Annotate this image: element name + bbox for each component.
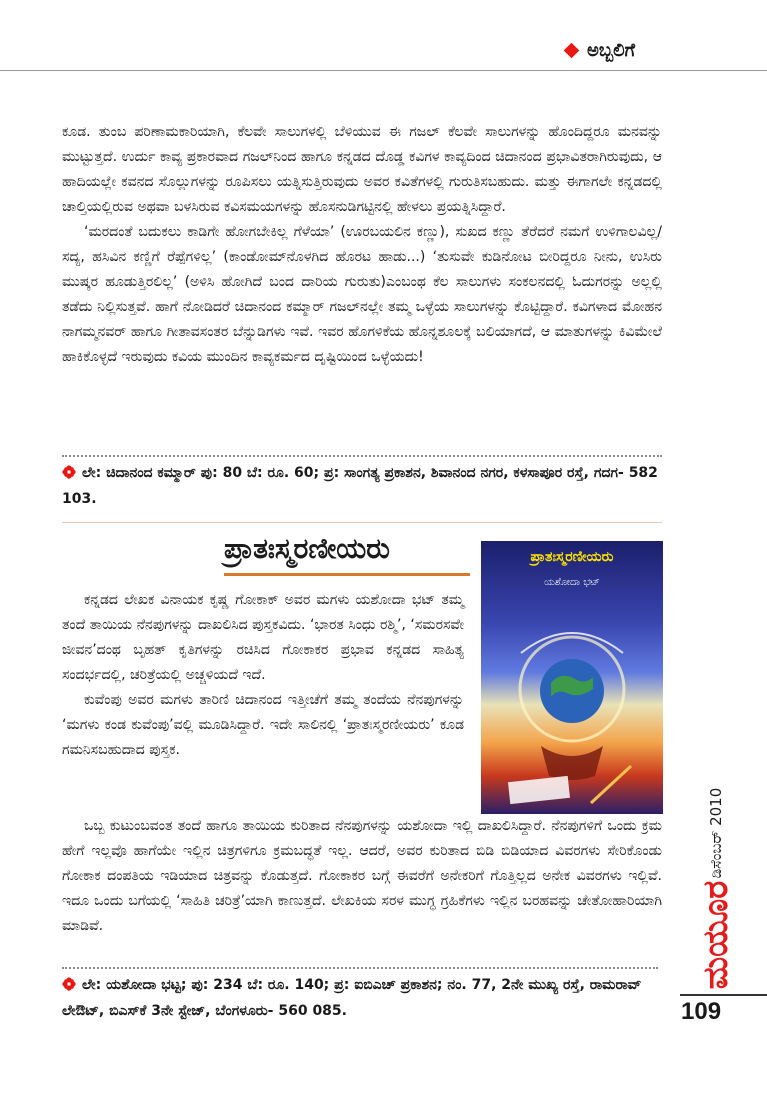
- review1-paragraph: ‘ಮರದಂತೆ ಬದುಕಲು ಕಾಡಿಗೇ ಹೋಗಬೇಕಿಲ್ಲ ಗೆಳೆಯಾ’ (ಊರಬಯಲಿನ ಕಣ್ಣು), ಸುಖದ ಕಣ್ಣು ತೆರೆದರೆ ನಮಗೆ ಉಳಿಗಾಲವಿಲ್ಲ/ ಸದ್ಯ, ಹಸಿವಿನ ಕಣ್ಣಿಗೆ ರೆಪ್ಪೆಗಳಿಲ್ಲ’ (ಕಾಂಡೋಮ್‌ನೊಳಗಿದ ಹೊರಟ ಹಾಡು...) ‘ತುಸುವೇ ಕುಡಿನೋಟ ಬೀರಿದ್ದರೂ ನೀನು, ಉಸಿರು ಮುಷ್ಕರ ಹೂಡುತ್ತಿರಲಿಲ್ಲ’ (ಅಳಿಸಿ ಹೋಗಿದೆ ಬಂದ ದಾರಿಯ ಗುರುತು)ಎಂಬಂಥ ಕೆಲ ಸಾಲುಗಳು ಸಂಕಲನದಲ್ಲಿ ಓದುಗರನ್ನು ಅಲ್ಲಲ್ಲಿ ತಡೆದು ನಿಲ್ಲಿಸುತ್ತವೆ. ಹಾಗೆ ನೋಡಿದರೆ ಚಿದಾನಂದ ಕಮ್ಮಾರ್ ಗಜಲ್‌ನಲ್ಲೇ ತಮ್ಮ ಒಳ್ಳೆಯ ಸಾಲುಗಳನ್ನು ಕೊಟ್ಟಿದ್ದಾರೆ. ಕವಿಗಳಾದ ಮೋಹನ ನಾಗಮ್ಮನವರ್ ಹಾಗೂ ಗೀತಾವಸಂತರ ಬೆನ್ನುಡಿಗಳು ಇವೆ. ಇವರ ಹೊಗಳಿಕೆಯ ಹೊನ್ನಶೂಲಕ್ಕೆ ಬಲಿಯಾಗದೆ, ಆ ಮಾತುಗಳನ್ನು ಕಿವಿಮೇಲೆ ಹಾಕಿಕೊಳ್ಳದೆ ಇರುವುದು ಕವಿಯ ಮುಂದಿನ ಕಾವ್ಯಕರ್ಮದ ದೃಷ್ಟಿಯಿಂದ ಒಳ್ಳೆಯದು!: [62, 224, 662, 365]
- review2-title-block: [224, 532, 472, 574]
- header-rule: [0, 70, 767, 71]
- cover-title: ಪ್ರಾತಃಸ್ಮರಣೀಯರು: [530, 549, 614, 565]
- review1-book-info: [62, 460, 662, 512]
- dotted-divider: [62, 967, 658, 969]
- issue-month-text: ಡಿಸೆಂಬರ್ 2010: [707, 787, 725, 879]
- red-diamond-icon: [564, 42, 580, 58]
- book-cover-image: [481, 541, 663, 814]
- dotted-divider: [62, 455, 662, 457]
- section-separator: [62, 522, 662, 523]
- review2-paragraph: ಕನ್ನಡದ ಲೇಖಕ ವಿನಾಯಕ ಕೃಷ್ಣ ಗೋಕಾಕ್ ಅವರ ಮಗಳು ಯಶೋದಾ ಭಟ್ ತಮ್ಮ ತಂದೆ ತಾಯಿಯ ನೆನಪುಗಳನ್ನು ದಾಖಲಿಸಿದ ಪುಸ್ತಕವಿದು. ‘ಭಾರತ ಸಿಂಧು ರಶ್ಮಿ’, ‘ಸಮರಸವೇ ಜೀವನ’ದಂಥ ಬೃಹತ್ ಕೃತಿಗಳನ್ನು ರಚಿಸಿದ ಗೋಕಾಕರ ಪ್ರಭಾವ ಕನ್ನಡದ ಸಾಹಿತ್ಯ ಸಂದರ್ಭದಲ್ಲಿ, ಚರಿತ್ರೆಯಲ್ಲಿ ಅಚ್ಚಳಿಯದೆ ಇದೆ.: [62, 592, 464, 683]
- issue-month: [706, 778, 726, 888]
- section-title: ಅಬ್ಬಲಿಗೆ: [587, 39, 636, 61]
- review1-paragraph: ಕೂಡ. ತುಂಬ ಪರಿಣಾಮಕಾರಿಯಾಗಿ, ಕೆಲವೇ ಸಾಲುಗಳಲ್ಲಿ ಬೆಳಿಯುವ ಈ ಗಜಲ್ ಕೆಲವೇ ಸಾಲುಗಳನ್ನು ಹೊಂದಿದ್ದರೂ ಮನವನ್ನು ಮುಟ್ಟುತ್ತದೆ. ಉರ್ದು ಕಾವ್ಯ ಪ್ರಕಾರವಾದ ಗಜಲ್‌ನಿಂದ ಹಾಗೂ ಕನ್ನಡದ ದೊಡ್ಡ ಕವಿಗಳ ಕಾವ್ಯದಿಂದ ಚಿದಾನಂದ ಪ್ರಭಾವಿತರಾಗಿರುವುದು, ಆ ಹಾದಿಯಲ್ಲೇ ಕವನದ ಸೊಲ್ಲುಗಳನ್ನು ರೂಪಿಸಲು ಯತ್ನಿಸುತ್ತಿರುವುದು ಅವರ ಕವಿತೆಗಳಲ್ಲಿ ಗುರುತಿಸಬಹುದು. ಮತ್ತು ಈಗಾಗಲೇ ಕನ್ನಡದಲ್ಲಿ ಚಾಲ್ತಿಯಲ್ಲಿರುವ ಅಥವಾ ಬಳಸಿರುವ ಕವಿಸಮಯಗಳನ್ನು ಹೊಸನುಡಿಗಟ್ಟಿನಲ್ಲಿ ಹೇಳಲು ಪ್ರಯತ್ನಿಸಿದ್ದಾರೆ.: [62, 124, 662, 215]
- review2-paragraph: ಒಬ್ಬ ಕುಟುಂಬವಂತ ತಂದೆ ಹಾಗೂ ತಾಯಿಯ ಕುರಿತಾದ ನೆನಪುಗಳನ್ನು ಯಶೋದಾ ಇಲ್ಲಿ ದಾಖಲಿಸಿದ್ದಾರೆ. ನೆನಪುಗಳಿಗೆ ಒಂದು ಕ್ರಮ ಹೇಗೆ ಇಲ್ಲವೊ ಹಾಗೆಯೇ ಇಲ್ಲಿನ ಚಿತ್ರಗಳಿಗೂ ಕ್ರಮಬದ್ಧತೆ ಇಲ್ಲ. ಆದರೆ, ಅವರ ಕುರಿತಾದ ಬಿಡಿ ಬಿಡಿಯಾದ ವಿವರಗಳು ಸೇರಿಕೊಂಡು ಗೋಕಾಕ ದಂಪತಿಯ ಇಡಿಯಾದ ಚಿತ್ರವನ್ನು ಕೊಡುತ್ತದೆ. ಗೋಕಾಕರ ಬಗ್ಗೆ ಈವರೆಗೆ ಅನೇಕರಿಗೆ ಗೊತ್ತಿಲ್ಲದ ಅನೇಕ ವಿವರಗಳು ಇಲ್ಲಿವೆ. ಇದೂ ಒಂದು ಬಗೆಯಲ್ಲಿ ‘ಸಾಹಿತಿ ಚರಿತ್ರೆ’ಯಾಗಿ ಕಾಣುತ್ತದೆ. ಲೇಖಕಿಯ ಸರಳ ಮುಗ್ಧ ಗ್ರಹಿಕೆಗಳು ಇಲ್ಲಿನ ಬರಹವನ್ನು ಚೇತೋಹಾರಿಯಾಗಿ ಮಾಡಿವೆ.: [62, 818, 662, 934]
- review2-paragraph: ಕುವೆಂಪು ಅವರ ಮಗಳು ತಾರಿಣಿ ಚಿದಾನಂದ ಇತ್ತೀಚೆಗೆ ತಮ್ಮ ತಂದೆಯ ನೆನಪುಗಳನ್ನು ‘ಮಗಳು ಕಂಡ ಕುವೆಂಪು’ವಲ್ಲಿ ಮೂಡಿಸಿದ್ದಾರೆ. ಇದೇ ಸಾಲಿನಲ್ಲಿ ‘ಪ್ರಾತಃಸ್ಮರಣೀಯರು’ ಕೂಡ ಗಮನಿಸಬಹುದಾದ ಪುಸ್ತಕ.: [62, 692, 464, 758]
- review1-body: [62, 120, 662, 370]
- flower-icon: [62, 465, 76, 479]
- page-number-rule: [680, 994, 767, 996]
- cover-author: ಯಶೋದಾ ಭಟ್: [544, 577, 600, 588]
- review2-title: ಪ್ರಾತಃಸ್ಮರಣೀಯರು: [224, 532, 390, 565]
- page-number: 109: [681, 998, 722, 1025]
- review2-book-info: [62, 972, 658, 1024]
- review2-body-wide: [62, 814, 662, 939]
- cover-art-icon: [481, 541, 663, 814]
- magazine-name-text: ಮಯೂರ: [696, 880, 736, 990]
- review2-body-narrow: [62, 588, 464, 763]
- title-underline: [224, 573, 470, 576]
- magazine-name: [687, 880, 745, 990]
- book-info-text: ಲೇ: ಚಿದಾನಂದ ಕಮ್ಮಾರ್ ಪು: 80 ಬೆ: ರೂ. 60; ಪ್ರ: ಸಾಂಗತ್ಯ ಪ್ರಕಾಶನ, ಶಿವಾನಂದ ನಗರ, ಕಳಸಾಪೂರ ರಸ್ತೆ, ಗದಗ- 582 103.: [62, 465, 658, 507]
- flower-icon: [62, 977, 76, 991]
- book-info-text: ಲೇ: ಯಶೋದಾ ಭಟ್ಟ; ಪು: 234 ಬೆ: ರೂ. 140; ಪ್ರ: ಐಬಿಎಚ್ ಪ್ರಕಾಶನ; ನಂ. 77, 2ನೇ ಮುಖ್ಯ ರಸ್ತೆ, ರಾಮರಾವ್ ಲೇಔಟ್, ಬಿಎಸ್‌ಕೆ 3ನೇ ಸ್ಟೇಜ್, ಬೆಂಗಳೂರು- 560 085.: [62, 977, 642, 1019]
- section-header: [566, 36, 635, 64]
